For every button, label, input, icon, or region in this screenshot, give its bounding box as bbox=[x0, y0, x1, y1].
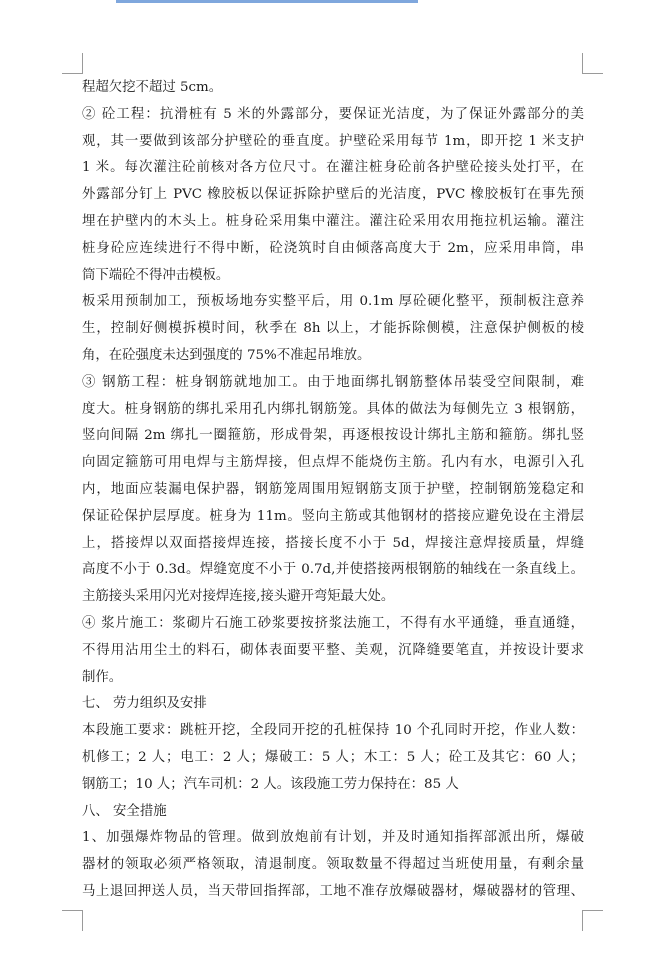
text-line: 筒下端砼不得冲击模板。 bbox=[82, 267, 230, 283]
text-line: 钢筋工；10 人；汽车司机：2 人。该段施工劳力保持在：85 人 bbox=[82, 776, 459, 792]
text-line: 主筋接头采用闪光对接焊连接,接头避开弯矩最大处。 bbox=[82, 589, 395, 605]
section-heading: 七、 劳力组织及安排 bbox=[82, 696, 207, 712]
text-line: 角，在砼强度未达到强度的 75%不准起吊堆放。 bbox=[82, 347, 371, 363]
section-heading: 八、 安全措施 bbox=[82, 803, 167, 819]
text-line: 生，控制好侧模拆模时间，秋季在 8h 以上，才能拆除侧模，注意保护侧板的棱 bbox=[82, 321, 584, 337]
document-body bbox=[82, 75, 584, 906]
crop-mark-top-right bbox=[582, 53, 603, 74]
text-line: 1 米。每次灌注砼前核对各方位尺寸。在灌注桩身砼前各护壁砼接头处打平，在 bbox=[82, 160, 584, 176]
text-line: 度大。桩身钢筋的绑扎采用孔内绑扎钢筋笼。具体的做法为每侧先立 3 根钢筋， bbox=[82, 401, 584, 417]
text-line: 机修工；2 人；电工：2 人；爆破工：5 人；木工：5 人；砼工及其它：60 人； bbox=[82, 749, 584, 765]
text-line: 观，其一要做到该部分护壁砼的垂直度。护壁砼采用每节 1m，即开挖 1 米支护 bbox=[82, 133, 584, 149]
text-line: 向固定箍筋可用电焊与主筋焊接，但点焊不能烧伤主筋。孔内有水，电源引入孔 bbox=[82, 455, 584, 471]
crop-mark-bottom-right bbox=[582, 910, 603, 931]
text-line: 上，搭接焊以双面搭接焊连接，搭接长度不小于 5d，焊接注意焊接质量，焊缝 bbox=[82, 535, 584, 551]
text-line: 外露部分钉上 PVC 橡胶板以保证拆除护壁后的光洁度，PVC 橡胶板钉在事先预 bbox=[82, 187, 584, 203]
ruler-highlight bbox=[116, 0, 418, 3]
text-line: 程超欠挖不超过 5cm。 bbox=[82, 80, 223, 95]
text-line: 埋在护壁内的木头上。桩身砼采用集中灌注。灌注砼采用农用拖拉机运输。灌注 bbox=[82, 213, 584, 229]
text-line: 马上退回押送人员，当天带回指挥部，工地不准存放爆破器材，爆破器材的管理、 bbox=[82, 883, 584, 899]
crop-mark-top-left bbox=[62, 53, 83, 74]
text-line: ③ 钢筋工程：桩身钢筋就地加工。由于地面绑扎钢筋整体吊装受空间限制，难 bbox=[82, 374, 584, 390]
text-line: 高度不小于 0.3d。焊缝宽度不小于 0.7d,并使搭接两根钢筋的轴线在一条直线上。 bbox=[82, 562, 584, 578]
text-line: 本段施工要求：跳桩开挖，全段同开挖的孔桩保持 10 个孔同时开挖，作业人数： bbox=[82, 723, 584, 739]
crop-mark-bottom-left bbox=[62, 910, 83, 931]
text-line: 不得用沾用尘土的料石，砌体表面要平整、美观，沉降缝要笔直，并按设计要求 bbox=[82, 642, 584, 658]
text-line: 板采用预制加工，预板场地夯实整平后，用 0.1m 厚砼硬化整平，预制板注意养 bbox=[82, 294, 584, 310]
text-line: 竖向间隔 2m 绑扎一圈箍筋，形成骨架，再逐根按设计绑扎主筋和箍筋。绑扎竖 bbox=[82, 428, 584, 444]
text-line: 保证砼保护层厚度。桩身为 11m。竖向主筋或其他钢材的搭接应避免设在主滑层 bbox=[82, 508, 584, 524]
text-line: 1、加强爆炸物品的管理。做到放炮前有计划，并及时通知指挥部派出所，爆破 bbox=[82, 830, 584, 846]
text-line: 制作。 bbox=[82, 669, 123, 685]
text-line: 桩身砼应连续进行不得中断，砼浇筑时自由倾落高度大于 2m，应采用串筒，串 bbox=[82, 240, 584, 256]
text-line: 内，地面应装漏电保护器，钢筋笼周围用短钢筋支顶于护壁，控制钢筋笼稳定和 bbox=[82, 481, 584, 497]
text-line: ④ 浆片施工：浆砌片石施工砂浆要按挤浆法施工，不得有水平通缝，垂直通缝， bbox=[82, 615, 584, 631]
text-line: ② 砼工程：抗滑桩有 5 米的外露部分，要保证光洁度，为了保证外露部分的美 bbox=[82, 106, 584, 122]
text-line: 器材的领取必须严格领取，清退制度。领取数量不得超过当班使用量，有剩余量 bbox=[82, 857, 584, 873]
